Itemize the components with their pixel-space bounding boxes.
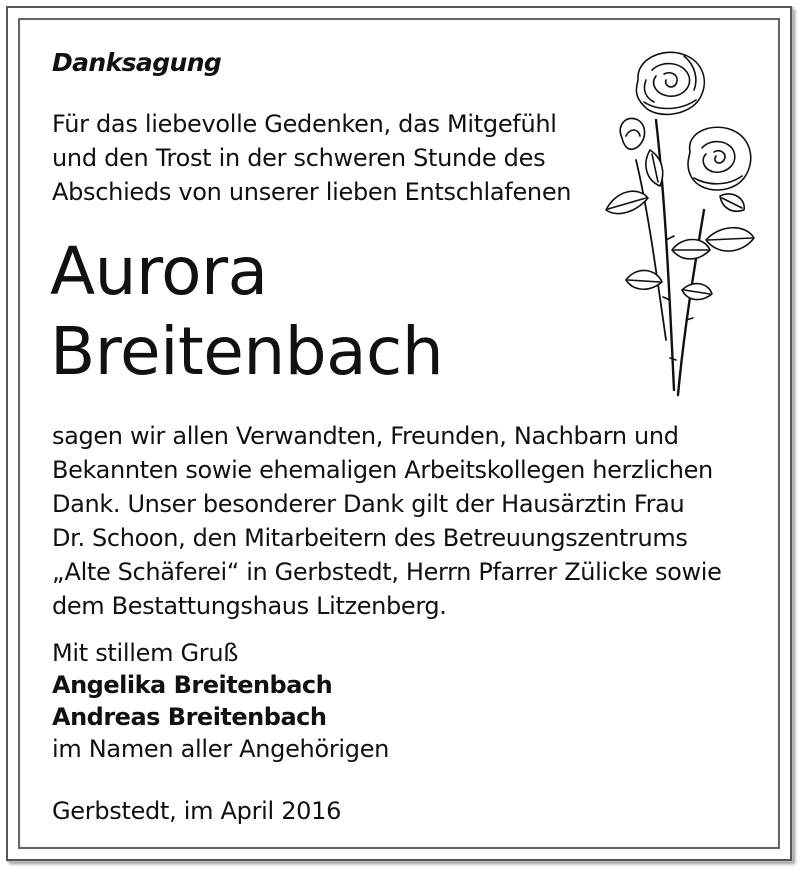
rose-illustration-icon (586, 40, 766, 400)
signer-name: Andreas Breitenbach (52, 703, 327, 731)
last-name: Breitenbach (50, 313, 444, 390)
thanks-body (52, 419, 752, 623)
greeting: Mit stillem Gruß (52, 639, 239, 667)
intro-line: Für das liebevolle Gedenken, das Mitgefühl (52, 110, 557, 138)
body-line: Dank. Unser besonderer Dank gilt der Hausärztin Frau (52, 490, 685, 518)
closing-block (52, 637, 389, 765)
deceased-name (50, 232, 443, 392)
body-line: „Alte Schäferei“ in Gerbstedt, Herrn Pfarrer Zülicke sowie (52, 558, 722, 586)
first-name: Aurora (50, 233, 268, 310)
body-line: Dr. Schoon, den Mitarbeitern des Betreuungszentrums (52, 524, 688, 552)
body-line: Bekannten sowie ehemaligen Arbeitskollegen herzlichen (52, 456, 713, 484)
signer-name: Angelika Breitenbach (52, 671, 333, 699)
body-line: sagen wir allen Verwandten, Freunden, Nachbarn und (52, 422, 679, 450)
body-line: dem Bestattungshaus Litzenberg. (52, 592, 447, 620)
intro-line: Abschieds von unserer lieben Entschlafenen (52, 178, 572, 206)
family-note: im Namen aller Angehörigen (52, 735, 390, 763)
place-date: Gerbstedt, im April 2016 (52, 797, 342, 825)
intro-text (52, 107, 612, 209)
intro-line: und den Trost in der schweren Stunde des (52, 144, 546, 172)
heading-danksagung: Danksagung (52, 48, 222, 77)
